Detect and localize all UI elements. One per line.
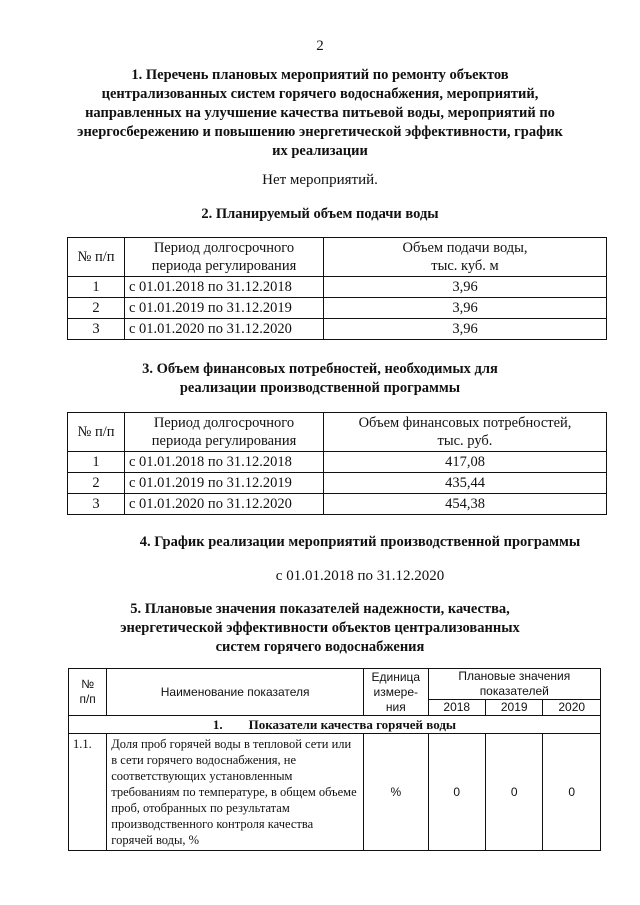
- cell-value: 3,96: [324, 319, 607, 340]
- cell-period: с 01.01.2018 по 31.12.2018: [125, 452, 324, 473]
- cell-value: 454,38: [324, 494, 607, 515]
- header-unit: [364, 669, 429, 716]
- cell-name-line: производственного контроля качества: [111, 817, 314, 831]
- cell-name-line: требованиям по температуре, в общем объеме: [111, 785, 357, 799]
- table-row: [69, 734, 601, 851]
- header-unit-line: ния: [385, 699, 406, 714]
- cell-name: [107, 734, 364, 851]
- cell-name-line: горячей воды, %: [111, 833, 200, 847]
- header-value-line: тыс. куб. м: [431, 258, 499, 274]
- header-value: [324, 238, 607, 277]
- table-header-row: [69, 669, 601, 700]
- title-line: энергетической эффективности объектов централизованных: [120, 620, 520, 636]
- cell-period: с 01.01.2020 по 31.12.2020: [125, 494, 324, 515]
- title-line: их реализации: [272, 143, 368, 159]
- header-num: [69, 669, 107, 716]
- section1-note: Нет мероприятий.: [262, 172, 378, 188]
- header-unit-line: измере-: [373, 684, 419, 699]
- cell-num: 1.1.: [69, 734, 107, 851]
- title-line: 3. Объем финансовых потребностей, необходимых для: [142, 361, 498, 377]
- table-header-row: [68, 238, 607, 277]
- cell-name-line: проб, отобранных по результатам: [111, 801, 290, 815]
- cell-num: 1: [68, 452, 125, 473]
- cell-period: с 01.01.2018 по 31.12.2018: [125, 277, 324, 298]
- header-year: 2018: [428, 700, 485, 716]
- cell-value: 417,08: [324, 452, 607, 473]
- cell-period: с 01.01.2019 по 31.12.2019: [125, 298, 324, 319]
- header-value-line: Объем подачи воды,: [402, 240, 528, 256]
- table-row: [68, 473, 607, 494]
- header-num-line: №: [81, 677, 95, 691]
- title-line: реализации производственной программы: [179, 380, 461, 396]
- table-row: [68, 277, 607, 298]
- header-period: [125, 238, 324, 277]
- page-number: 2: [316, 38, 324, 54]
- water-supply-table: [67, 237, 607, 340]
- header-period-line: Период долгосрочного: [153, 415, 295, 431]
- cell-value: 3,96: [324, 298, 607, 319]
- cell-num: 1: [68, 277, 125, 298]
- cell-name-line: Доля проб горячей воды в тепловой сети или: [111, 737, 352, 751]
- section1-title: [60, 66, 580, 161]
- cell-name-line: в сети горячего водоснабжения, не: [111, 753, 296, 767]
- title-line: систем горячего водоснабжения: [215, 639, 425, 655]
- cell-period: с 01.01.2020 по 31.12.2020: [125, 319, 324, 340]
- table-row: [68, 494, 607, 515]
- header-value-line: тыс. руб.: [437, 433, 493, 449]
- cell-num: 2: [68, 473, 125, 494]
- title-line: централизованных систем горячего водоснабжения, мероприятий,: [101, 86, 539, 102]
- table-row: [68, 319, 607, 340]
- table-header-row: [68, 413, 607, 452]
- subsection-title: [69, 716, 601, 734]
- title-line: 5. Плановые значения показателей надежности, качества,: [130, 601, 510, 617]
- header-period-line: периода регулирования: [151, 433, 297, 449]
- header-unit-line: Единица: [371, 669, 421, 684]
- subsection-num: 1.: [212, 717, 223, 732]
- cell-num: 3: [68, 319, 125, 340]
- subsection-row: [69, 716, 601, 734]
- cell-value: 435,44: [324, 473, 607, 494]
- header-period: [125, 413, 324, 452]
- header-year: 2020: [543, 700, 601, 716]
- cell-value: 0: [428, 734, 485, 851]
- header-period-line: периода регулирования: [151, 258, 297, 274]
- header-period-line: Период долгосрочного: [153, 240, 295, 256]
- table-row: [68, 298, 607, 319]
- header-year: 2019: [486, 700, 543, 716]
- title-line: направленных на улучшение качества питьевой воды, мероприятий по: [85, 105, 555, 121]
- title-line: энергосбережению и повышению энергетической эффективности, график: [77, 124, 563, 140]
- indicators-table: [68, 668, 601, 851]
- financial-needs-table: [67, 412, 607, 515]
- cell-name-line: соответствующих установленным: [111, 769, 293, 783]
- cell-num: 3: [68, 494, 125, 515]
- table-row: [68, 452, 607, 473]
- section5-title: [60, 600, 580, 657]
- section4-title: 4. График реализации мероприятий производственной программы: [139, 534, 581, 550]
- header-num: № п/п: [68, 238, 125, 277]
- cell-value: 3,96: [324, 277, 607, 298]
- header-plan-line: показателей: [479, 684, 549, 698]
- header-value-line: Объем финансовых потребностей,: [358, 415, 572, 431]
- cell-value: 0: [543, 734, 601, 851]
- section4-period: с 01.01.2018 по 31.12.2020: [275, 568, 445, 584]
- header-plan-line: Плановые значения: [458, 669, 571, 683]
- header-name: Наименование показателя: [107, 669, 364, 716]
- cell-unit: %: [364, 734, 429, 851]
- header-plan: [428, 669, 600, 700]
- cell-value: 0: [486, 734, 543, 851]
- section2-title: 2. Планируемый объем подачи воды: [201, 206, 439, 222]
- title-line: 1. Перечень плановых мероприятий по ремонту объектов: [131, 67, 509, 83]
- cell-period: с 01.01.2019 по 31.12.2019: [125, 473, 324, 494]
- header-num-line: п/п: [79, 692, 96, 706]
- cell-num: 2: [68, 298, 125, 319]
- header-num: № п/п: [68, 413, 125, 452]
- section3-title: [60, 360, 580, 398]
- header-value: [324, 413, 607, 452]
- subsection-label: Показатели качества горячей воды: [248, 717, 457, 732]
